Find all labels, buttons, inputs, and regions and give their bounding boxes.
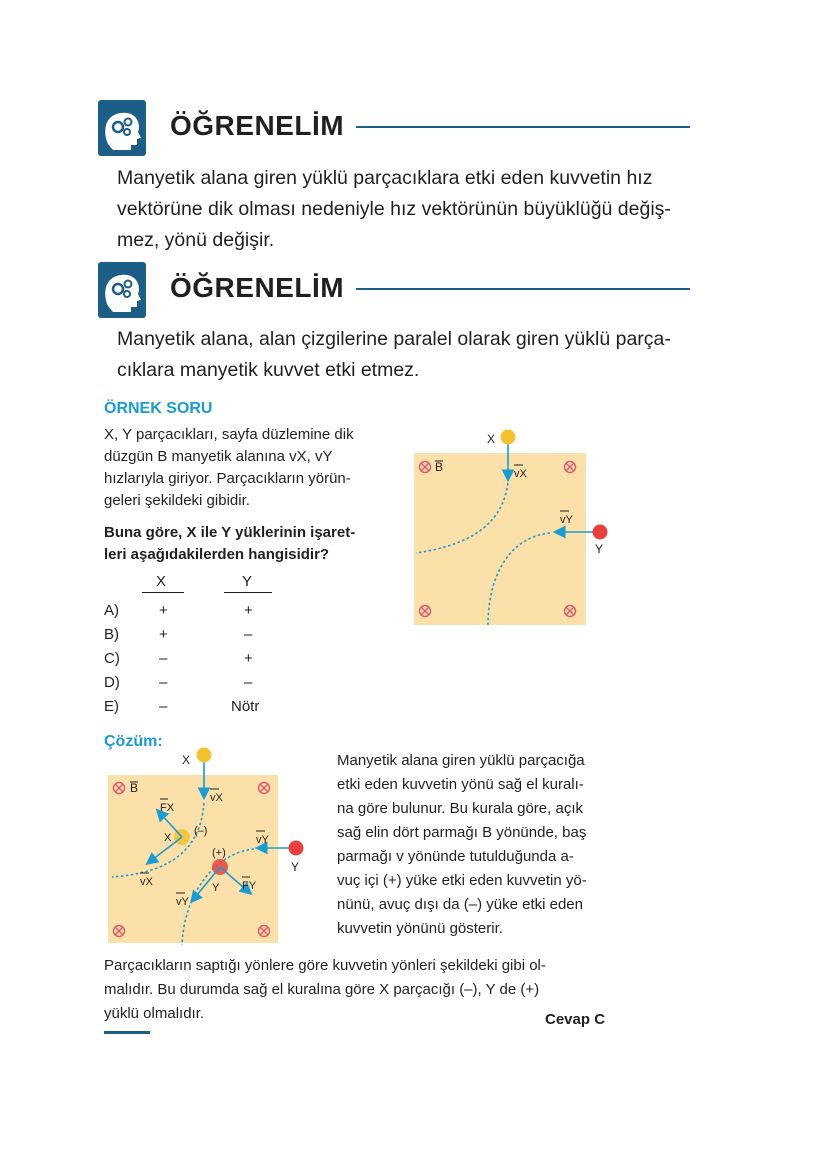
magnetic-field-region xyxy=(414,453,586,625)
particle-y-inner-label: Y xyxy=(212,882,220,894)
learn-icon-1 xyxy=(98,100,146,156)
title-rule-2 xyxy=(356,288,690,290)
column-header-y: Y xyxy=(242,573,253,590)
learn-icon-2 xyxy=(98,262,146,318)
text-line: vuç içi (+) yüke etki eden kuvvetin yö- xyxy=(337,872,587,889)
option-x: – xyxy=(159,674,168,691)
field-label: B xyxy=(435,460,444,474)
conclusion-text xyxy=(104,954,616,1026)
text-line: kuvvetin yönünü gösterir. xyxy=(337,920,503,937)
velocity-label-y-inner: vY xyxy=(176,896,189,908)
velocity-label-x-inner: vX xyxy=(140,876,153,888)
head-gears-icon xyxy=(98,262,146,318)
answer-label: Cevap C xyxy=(545,1011,606,1028)
text-line: Parçacıkların saptığı yönlere göre kuvvetin yönleri şekildeki gibi ol- xyxy=(104,957,546,974)
option-y: – xyxy=(244,674,253,691)
title-rule-1 xyxy=(356,126,690,128)
text-line: sağ elin dört parmağı B yönünde, baş xyxy=(337,824,587,841)
example-title: ÖRNEK SORU xyxy=(104,400,213,417)
velocity-label-y: vY xyxy=(256,834,269,846)
particle-y-label: Y xyxy=(595,542,604,556)
footer-rule xyxy=(104,1031,150,1034)
text-line: Manyetik alana giren yüklü parçacığa xyxy=(337,752,585,769)
text-line: leri aşağıdakilerden hangisidir? xyxy=(104,546,330,563)
option-x: – xyxy=(159,698,168,715)
velocity-label-y: vY xyxy=(560,514,573,526)
solution-title: Çözüm: xyxy=(104,733,163,750)
option-y: + xyxy=(244,650,253,667)
particle-y-label: Y xyxy=(291,860,300,874)
particle-x xyxy=(501,430,516,445)
solution-text xyxy=(337,749,615,941)
learn-text-2 xyxy=(117,324,671,386)
particle-x-inner-label: X xyxy=(164,832,172,844)
text-line: geleri şekildeki gibidir. xyxy=(104,492,250,509)
column-underline-x xyxy=(142,592,184,593)
text-line: parmağı v yönünde tutulduğunda a- xyxy=(337,848,574,865)
text-line: hızlarıyla giriyor. Parçacıkların yörün- xyxy=(104,470,351,487)
particle-x-label: X xyxy=(182,753,191,767)
particle-x xyxy=(197,748,212,763)
learn-text-1 xyxy=(117,163,671,256)
text-line: nünü, avuç dışı da (–) yüke etki eden xyxy=(337,896,583,913)
text-line: mez, yönü değişir. xyxy=(117,229,275,251)
text-line: etki eden kuvvetin yönü sağ el kuralı- xyxy=(337,776,584,793)
text-line: Manyetik alana giren yüklü parçacıklara etki eden kuvvetin hız xyxy=(117,167,653,189)
charge-label-y: (+) xyxy=(212,847,226,859)
force-label-x: FX xyxy=(160,802,175,814)
text-line: Buna göre, X ile Y yüklerinin işaret- xyxy=(104,524,356,541)
text-line: malıdır. Bu durumda sağ el kuralına göre X parçacığı (–), Y de (+) xyxy=(104,981,540,998)
question-prompt xyxy=(104,522,390,566)
option-y: Nötr xyxy=(231,698,260,715)
field-label: B xyxy=(130,781,139,795)
column-underline-y xyxy=(224,592,272,593)
solution-figure xyxy=(104,745,314,945)
text-line: yüklü olmalıdır. xyxy=(104,1005,205,1022)
question-text xyxy=(104,424,386,512)
option-y: + xyxy=(244,602,253,619)
option-letter: C) xyxy=(104,650,120,667)
velocity-label-x: vX xyxy=(514,468,527,480)
option-y: – xyxy=(244,626,253,643)
option-x: – xyxy=(159,650,168,667)
particle-y xyxy=(593,525,608,540)
text-line: düzgün B manyetik alanına vX, vY xyxy=(104,448,333,465)
magnetic-field-region xyxy=(108,775,278,943)
learn-title-2: ÖĞRENELİM xyxy=(170,272,345,303)
text-line: cıklara manyetik kuvvet etki etmez. xyxy=(117,359,420,381)
head-gears-icon xyxy=(98,100,146,156)
option-x: + xyxy=(159,626,168,643)
force-label-y: FY xyxy=(242,880,257,892)
text-line: Manyetik alana, alan çizgilerine paralel olarak giren yüklü parça- xyxy=(117,328,671,350)
velocity-label-x: vX xyxy=(210,792,223,804)
text-line: na göre bulunur. Bu kurala göre, açık xyxy=(337,800,583,817)
learn-title-1: ÖĞRENELİM xyxy=(170,110,345,141)
text-line: vektörüne dik olması nedeniyle hız vektörünün büyüklüğü değiş- xyxy=(117,198,671,220)
option-letter: D) xyxy=(104,674,120,691)
option-letter: B) xyxy=(104,626,119,643)
option-letter: A) xyxy=(104,602,119,619)
option-letter: E) xyxy=(104,698,119,715)
column-header-x: X xyxy=(156,573,167,590)
charge-label-x: (–) xyxy=(194,825,208,837)
text-line: X, Y parçacıkları, sayfa düzlemine dik xyxy=(104,426,354,443)
particle-y xyxy=(289,841,304,856)
example-figure xyxy=(410,425,610,630)
option-x: + xyxy=(159,602,168,619)
particle-x-label: X xyxy=(487,432,496,446)
